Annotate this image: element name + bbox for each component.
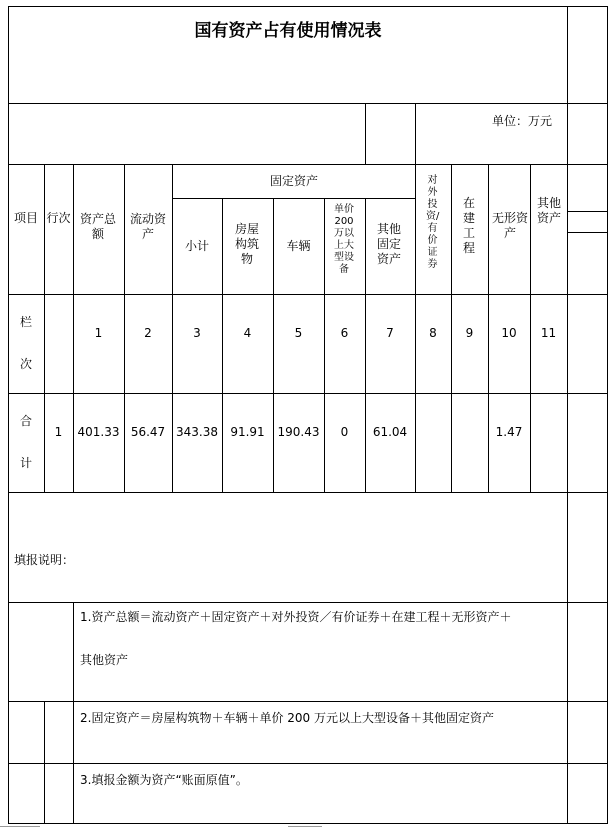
header-other-assets: 其他资产 (536, 196, 561, 225)
notes-divider (73, 602, 74, 824)
total-value: 401.33 (77, 425, 120, 439)
note1-bottom (8, 701, 607, 702)
notes-heading: 填报说明： (14, 553, 75, 567)
side-tick (567, 211, 607, 212)
frame-bottom (8, 823, 608, 824)
notes-divider (44, 701, 45, 824)
column-number: 8 (429, 326, 437, 340)
total-value: 0 (340, 425, 349, 439)
column-number: 2 (144, 326, 152, 340)
total-value: 91.91 (230, 425, 265, 439)
total-value: 56.47 (130, 425, 166, 439)
header-current-assets: 流动资产 (130, 212, 167, 241)
column-number: 4 (243, 326, 252, 340)
column-row-bottom (8, 393, 607, 394)
title-row-bottom (8, 103, 607, 104)
page-title: 国有资产占有使用情况表 (194, 21, 382, 41)
note2-bottom (8, 763, 607, 764)
header-fixed-assets-group: 固定资产 (269, 174, 318, 188)
total-value: 190.43 (277, 425, 320, 439)
column-number: 10 (501, 326, 517, 340)
note-item: 2.固定资产＝房屋构筑物＋车辆＋单价 200 万元以上大型设备＋其他固定资产 (80, 711, 494, 725)
header-vehicles: 车辆 (286, 239, 311, 253)
column-number: 11 (540, 326, 557, 340)
header-row-no: 行次 (46, 211, 71, 225)
header-intangible: 无形资产 (492, 211, 529, 240)
fixed-assets-group-bottom (172, 198, 416, 199)
total-row-bottom (8, 492, 607, 493)
total-row-no: 1 (54, 425, 63, 439)
notes-heading-bottom (8, 602, 607, 603)
total-row-label: 合计 (19, 414, 32, 470)
column-row-label: 栏次 (19, 315, 32, 371)
page-edge-mark (0, 826, 40, 827)
total-value: 1.47 (495, 425, 523, 439)
total-value: 343.38 (176, 425, 218, 439)
unit-row-divider (365, 103, 366, 165)
column-number: 9 (465, 326, 474, 340)
header-buildings: 房屋构筑物 (234, 222, 259, 266)
col-divider (365, 198, 366, 493)
page-edge-mark (288, 826, 322, 827)
total-value: 61.04 (372, 425, 408, 439)
note-item: 1.资产总额＝流动资产＋固定资产＋对外投资／有价证券＋在建工程＋无形资产＋ (80, 610, 512, 624)
column-number: 1 (94, 326, 103, 340)
note-item: 其他资产 (80, 653, 129, 667)
frame-right (607, 6, 608, 824)
header-item: 项目 (13, 211, 38, 225)
header-total-assets: 资产总额 (80, 212, 117, 241)
frame-top (8, 6, 608, 7)
column-number: 3 (193, 326, 201, 340)
unit-row-divider (415, 103, 416, 165)
header-investments: 对外投资/有价证券 (426, 175, 440, 270)
header-other-fixed: 其他固定资产 (376, 222, 401, 266)
unit-label: 单位：万元 (492, 114, 553, 128)
header-subtotal: 小计 (184, 239, 209, 253)
header-bottom (8, 294, 607, 295)
note-item: 3.填报金额为资产“账面原值”。 (80, 773, 248, 787)
column-number: 6 (340, 326, 349, 340)
side-tick (567, 232, 607, 233)
unit-row-bottom (8, 164, 607, 165)
column-number: 5 (294, 326, 303, 340)
header-large-equipment: 单价200万以上大型设备 (334, 204, 354, 275)
col-divider (324, 198, 325, 493)
col-divider (222, 198, 223, 493)
column-number: 7 (386, 326, 394, 340)
header-construction: 在建工程 (462, 196, 475, 255)
